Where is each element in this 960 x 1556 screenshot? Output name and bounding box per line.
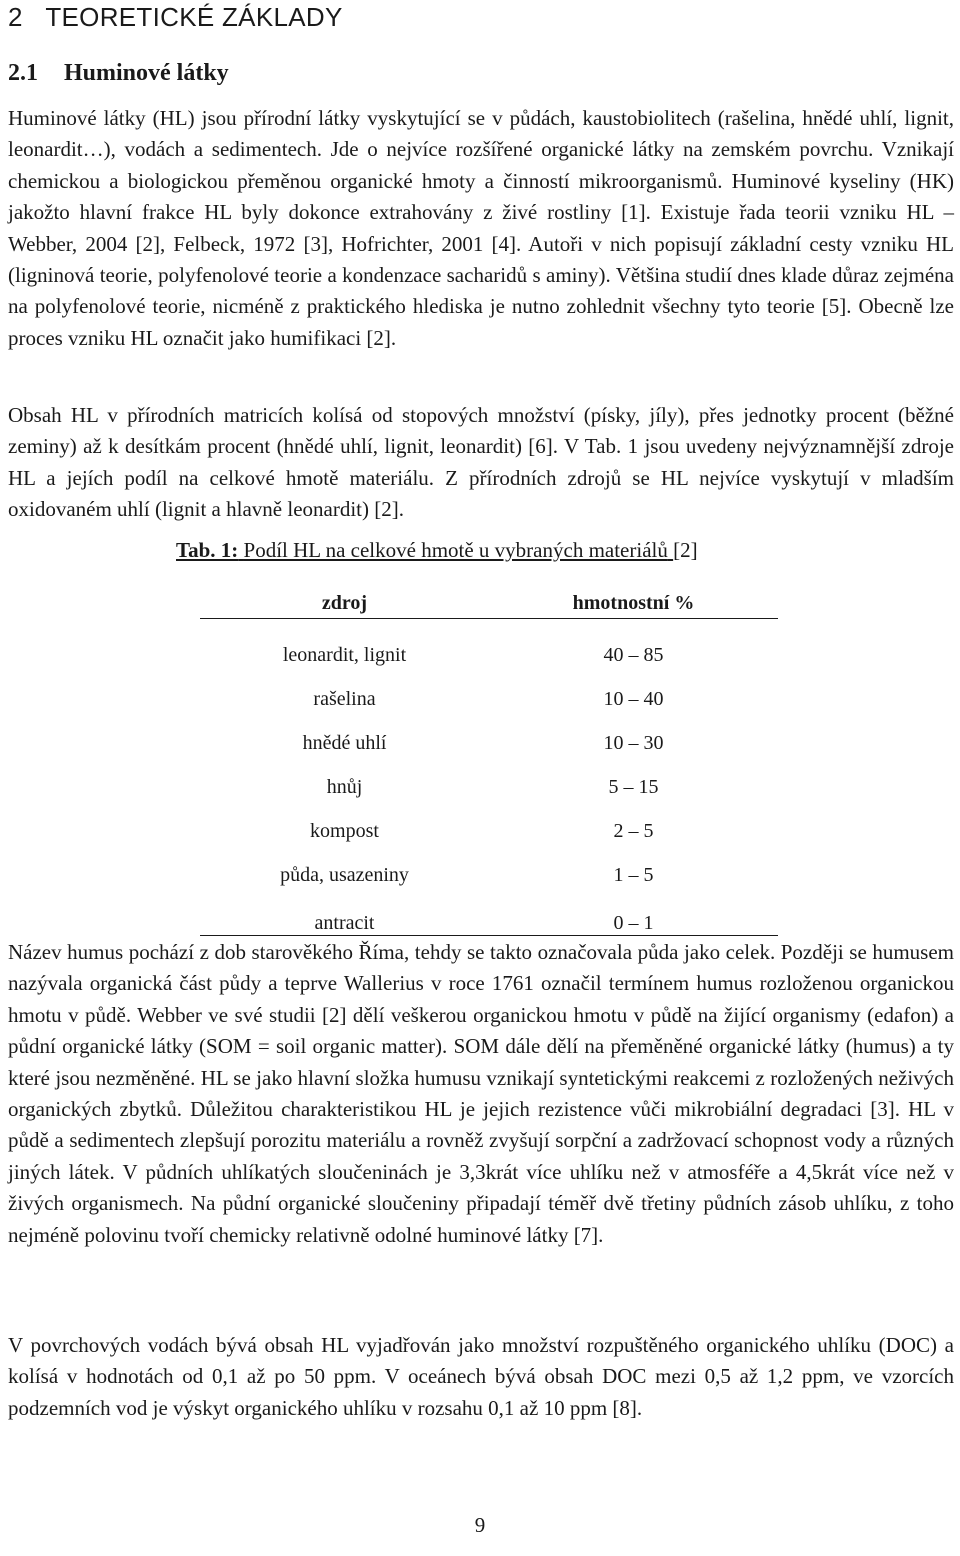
chapter-number: 2 [8, 2, 23, 32]
cell-mass-percent: 10 – 40 [603, 687, 664, 710]
table-caption-label: Tab. 1: [176, 538, 239, 562]
column-header-mass-percent: hmotnostní % [489, 588, 778, 619]
paragraph-water: V povrchových vodách bývá obsah HL vyjadřován jako množství rozpuštěného organického uhlíku (DOC) a kolísá v hodnotách od 0,1 až po 50 ppm. V oceánech bývá obsah DOC mezi 0,5 až 1,2 ppm, ve vzorcích podzemních vod je výskyt organického uhlíku v rozsahu 0,1 až 10 ppm [8]. [8, 1333, 954, 1420]
table-row [200, 677, 778, 721]
table-header-row [200, 588, 778, 619]
cell-source: antracit [200, 897, 489, 936]
cell-source: hnůj [326, 775, 363, 798]
cell-source: hnědé uhlí [302, 731, 387, 754]
table-row [200, 765, 778, 809]
cell-mass-percent: 40 – 85 [603, 643, 664, 666]
table-caption [176, 538, 698, 563]
table-caption-text: Podíl HL na celkové hmotě u vybraných materiálů [243, 538, 668, 562]
section-title: Huminové látky [64, 60, 229, 86]
cell-mass-percent: 2 – 5 [613, 819, 654, 842]
paragraph-content: Obsah HL v přírodních matricích kolísá od stopových množství (písky, jíly), přes jednotky procent (běžné zeminy) až k desítkám procent (hnědé uhlí, lignit, leonardit) [6]. V Tab. 1 jsou uvedeny nejvýznamnější zdroje HL a jejích podíl na celkové hmotě materiálu. Z přírodních zdrojů se HL nejvíce vyskytují v mladším oxidovaném uhlí (lignit a hlavně leonardit) [2]. [8, 403, 954, 522]
section-heading [8, 60, 229, 87]
cell-mass-percent: 5 – 15 [608, 775, 659, 798]
paragraph-origin: Huminové látky (HL) jsou přírodní látky vyskytující se v půdách, kaustobiolitech (rašelina, hnědé uhlí, lignit, leonardit…), vodách a sedimentech. Jde o nejvíce rozšířené organické látky na zemském povrchu. Vznikají chemickou a biologickou přeměnou organické hmoty a činností mikroorganismů. Huminové kyseliny (HK) jakožto hlavní frakce HL byly dokonce extrahovány z živé rostliny [1]. Existuje řada teorii vzniku HL – Webber, 2004 [2], Felbeck, 1972 [3], Hofrichter, 2001 [4]. Autoři v nich popisují základní cesty vzniku HL (ligninová teorie, polyfenolové teorie a kondenzace sacharidů s aminy). Většina studií dnes klade důraz zejména na polyfenolové teorie, nicméně z praktického hlediska je nutno zohlednit všechny tyto teorie [5]. Obecně lze proces vzniku HL označit jako humifikaci [2]. [8, 106, 954, 350]
cell-mass-percent: 10 – 30 [603, 731, 664, 754]
cell-source: leonardit, lignit [282, 643, 407, 666]
page-number: 9 [474, 1513, 486, 1537]
cell-mass-percent: 0 – 1 [489, 897, 778, 936]
table-row [200, 809, 778, 853]
cell-source: kompost [310, 819, 379, 842]
cell-source: půda, usazeniny [280, 863, 409, 886]
hl-content-table [200, 588, 778, 936]
section-number: 2.1 [8, 60, 38, 86]
table-row [200, 853, 778, 897]
cell-mass-percent: 1 – 5 [613, 863, 654, 886]
chapter-title: TEORETICKÉ ZÁKLADY [45, 2, 343, 32]
column-header-source: zdroj [200, 588, 489, 619]
table-row [200, 619, 778, 678]
cell-source: rašelina [313, 687, 376, 710]
chapter-heading [8, 2, 343, 33]
table-caption-ref: [2] [673, 538, 698, 562]
paragraph-humus: Název humus pochází z dob starověkého Říma, tehdy se takto označovala půda jako celek. Později se humusem nazývala organická část půdy a teprve Wallerius v roce 1761 označil termínem humus rozloženou organickou hmotu v půdě. Webber ve své studii [2] dělí veškerou organickou hmotu v půdě na žijící organismy (edafon) a půdní organické látky (SOM = soil organic matter). SOM dále dělí na přeměněné organické látky (humus) a ty které jsou nezměněné. HL se jako hlavní složka humusu vznikají syntetickými reakcemi z rozložených neživých organických zbytků. Důležitou charakteristikou HL je jejich rezistence vůči mikrobiální degradaci [3]. HL v půdě a sedimentech zlepšují porozitu materiálu a rovněž zvyšují sorpční a zadržovací schopnost vody a různých jiných látek. V půdních uhlíkatých sloučeninách je 3,3krát více uhlíku než v atmosféře a 4,5krát více než v živých organismech. Na půdní organické sloučeniny připadají téměř dvě třetiny půdních zásob uhlíku, z toho nejméně polovinu tvoří chemicky relativně odolné huminové látky [7]. [8, 940, 954, 1247]
table-row [200, 721, 778, 765]
table-row [200, 897, 778, 936]
